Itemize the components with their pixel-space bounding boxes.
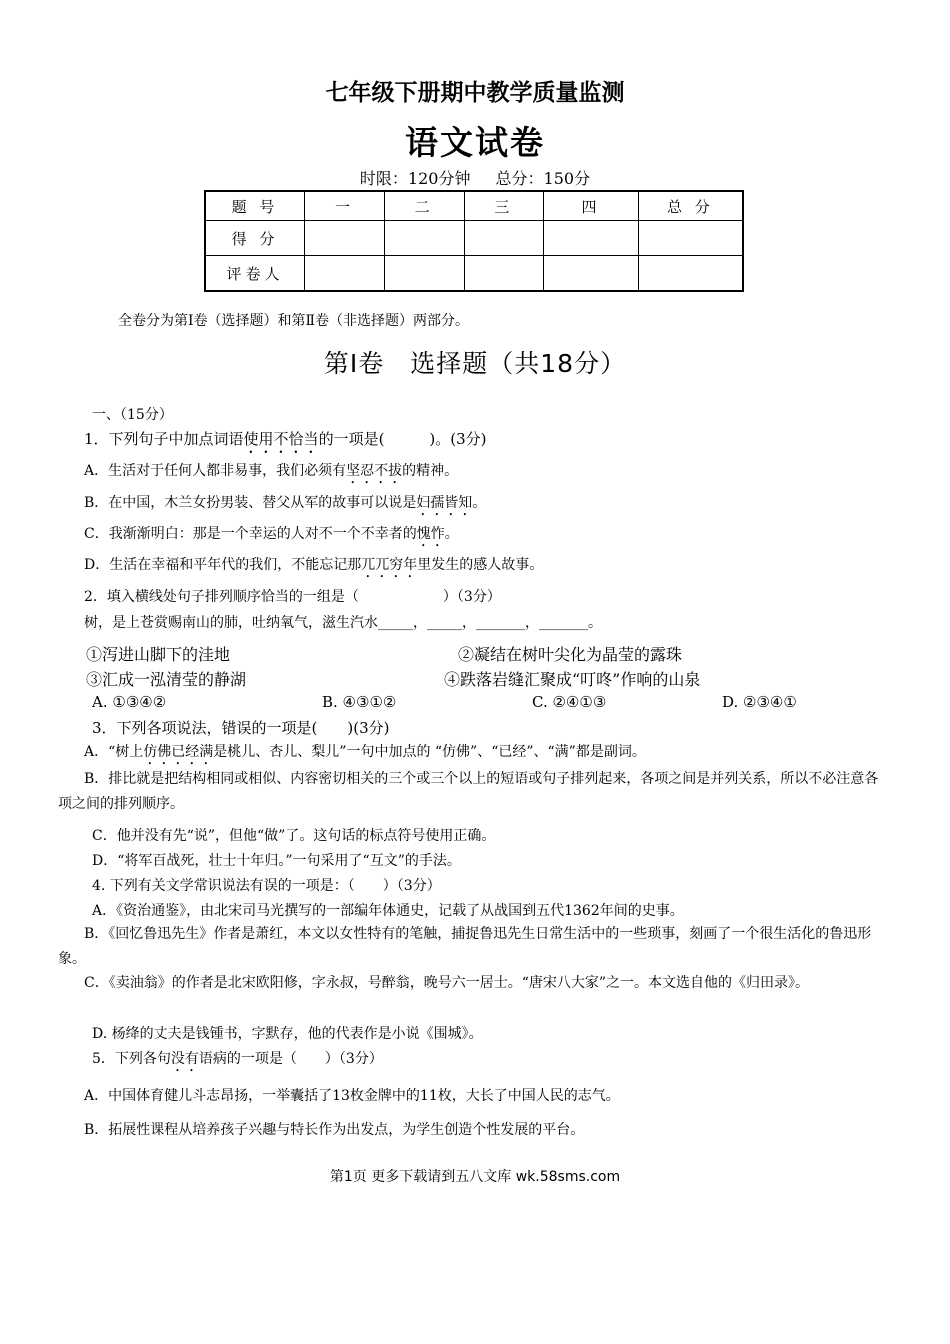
score-table-header-cell: 一 <box>305 191 385 221</box>
q1-option-b: B．在中国，木兰女扮男装、替父从军的故事可以说是妇孺皆知。 <box>84 495 487 511</box>
score-cell <box>544 221 639 256</box>
emphasis-text: 兀兀穷年 <box>361 557 418 573</box>
emphasis-text: 使用不恰当 <box>243 430 319 448</box>
q2-item-2: ②凝结在树叶尖化为晶莹的露珠 <box>458 645 683 664</box>
grader-row-label: 评卷人 <box>205 256 305 292</box>
time-limit: 时限：120分钟 <box>359 169 471 188</box>
score-table-header-row <box>205 191 743 221</box>
q2-choice-b: B. ④③①② <box>322 693 397 711</box>
q4-option-d: D. 杨绛的丈夫是钱锺书，字默存，他的代表作是小说《围城》。 <box>92 1026 483 1042</box>
q4-option-a: A．《资治通鉴》，由北宋司马光撰写的一部编年体通史，记载了从战国到五代1362年间的史事。 <box>92 903 684 919</box>
score-table-header-cell: 题 号 <box>205 191 305 221</box>
q3-option-a: A．“树上仿佛已经满是桃儿、杏儿、梨儿”一句中加点的 “仿佛”、“已经”、“满”都是副词。 <box>84 744 646 760</box>
exam-info <box>0 166 950 189</box>
score-row-label: 得 分 <box>205 221 305 256</box>
emphasis-text: 满 <box>199 744 214 760</box>
score-table-header-cell: 总 分 <box>638 191 743 221</box>
grader-cell <box>544 256 639 292</box>
section-title: 第Ⅰ卷 选择题（共18分） <box>323 349 627 378</box>
score-cell <box>305 221 385 256</box>
grader-cell <box>638 256 743 292</box>
grader-cell <box>464 256 544 292</box>
emphasis-text: 坚忍不拔 <box>346 463 403 479</box>
subject-title: 语文试卷 <box>405 123 545 162</box>
q3-stem: 3．下列各项说法，错误的一项是( )(3分) <box>92 719 390 737</box>
q2-choice-c: C. ②④①③ <box>532 693 607 711</box>
emphasis-text: 妇孺皆知 <box>416 495 473 511</box>
emphasis-text: 没有 <box>170 1051 199 1067</box>
intro-note: 全卷分为第Ⅰ卷（选择题）和第Ⅱ卷（非选择题）两部分。 <box>118 313 470 329</box>
q4-option-b: B．《回忆鲁迅先生》作者是萧红，本文以女性特有的笔触，捕捉鲁迅先生日常生活中的一些琐事，刻画了一个很生活化的鲁迅形象。 <box>58 926 872 967</box>
score-cell <box>384 221 464 256</box>
score-table-grader-row <box>205 256 743 292</box>
exam-title: 七年级下册期中教学质量监测 <box>325 79 625 106</box>
emphasis-text: 仿佛已经 <box>143 744 200 760</box>
q2-item-1: ①泻进山脚下的洼地 <box>86 645 231 664</box>
q5-option-b: B．拓展性课程从培养孩子兴趣与特长作为出发点，为学生创造个性发展的平台。 <box>84 1122 585 1138</box>
grader-cell <box>384 256 464 292</box>
total-score: 总分：150分 <box>495 169 591 188</box>
score-cell <box>464 221 544 256</box>
q2-item-3: ③汇成一泓清莹的静湖 <box>86 670 247 689</box>
q3-option-b: B．排比就是把结构相同或相似、内容密切相关的三个或三个以上的短语或句子排列起来，各项之间是并列关系，所以不必注意各项之间的排列顺序。 <box>58 771 879 812</box>
q4-stem: 4. 下列有关文学常识说法有误的一项是：（ ）（3分） <box>92 878 441 894</box>
q2-choice-d: D. ②③④① <box>722 693 797 711</box>
page-footer: 第1页 更多下载请到五八文库 wk.58sms.com <box>329 1169 621 1185</box>
grader-cell <box>305 256 385 292</box>
score-table <box>204 190 744 292</box>
score-cell <box>638 221 743 256</box>
score-table-header-cell: 三 <box>464 191 544 221</box>
q1-stem: 1．下列句子中加点词语使用不恰当的一项是( )。(3分) <box>84 430 487 448</box>
part1-heading: 一、（15分） <box>92 407 173 423</box>
q5-option-a: A．中国体育健儿斗志昂扬，一举囊括了13枚金牌中的11枚，大长了中国人民的志气。 <box>84 1088 620 1104</box>
q2-sentence: 树，是上苍赏赐南山的肺，吐纳氧气，滋生汽水_____，_____，_______，_______。 <box>84 615 602 631</box>
q1-option-a: A．生活对于任何人都非易事，我们必须有坚忍不拔的精神。 <box>84 463 459 479</box>
score-table-header-cell: 四 <box>544 191 639 221</box>
q2-item-4: ④跌落岩缝汇聚成“叮咚”作响的山泉 <box>444 670 701 689</box>
q3-option-c: C．他并没有先“说”，但他“做”了。这句话的标点符号使用正确。 <box>92 828 496 844</box>
score-table-header-cell: 二 <box>384 191 464 221</box>
q1-option-c: C．我渐渐明白：那是一个幸运的人对不一个不幸者的愧怍。 <box>84 526 459 542</box>
q2-choice-a: A. ①③④② <box>92 693 167 711</box>
q5-stem: 5．下列各句没有语病的一项是（ ）（3分） <box>92 1051 383 1067</box>
score-table-score-row <box>205 221 743 256</box>
q4-option-c: C．《卖油翁》的作者是北宋欧阳修，字永叔，号醉翁，晚号六一居士。“唐宋八大家”之一。本文选自他的《归田录》。 <box>84 975 810 991</box>
emphasis-text: 愧怍 <box>416 526 445 542</box>
q3-option-d: D．“将军百战死，壮士十年归。”一句采用了“互文”的手法。 <box>92 853 461 869</box>
q2-stem: 2．填入横线处句子排列顺序恰当的一组是（ ）（3分） <box>84 589 501 605</box>
q1-option-d: D．生活在幸福和平年代的我们，不能忘记那兀兀穷年里发生的感人故事。 <box>84 557 544 573</box>
